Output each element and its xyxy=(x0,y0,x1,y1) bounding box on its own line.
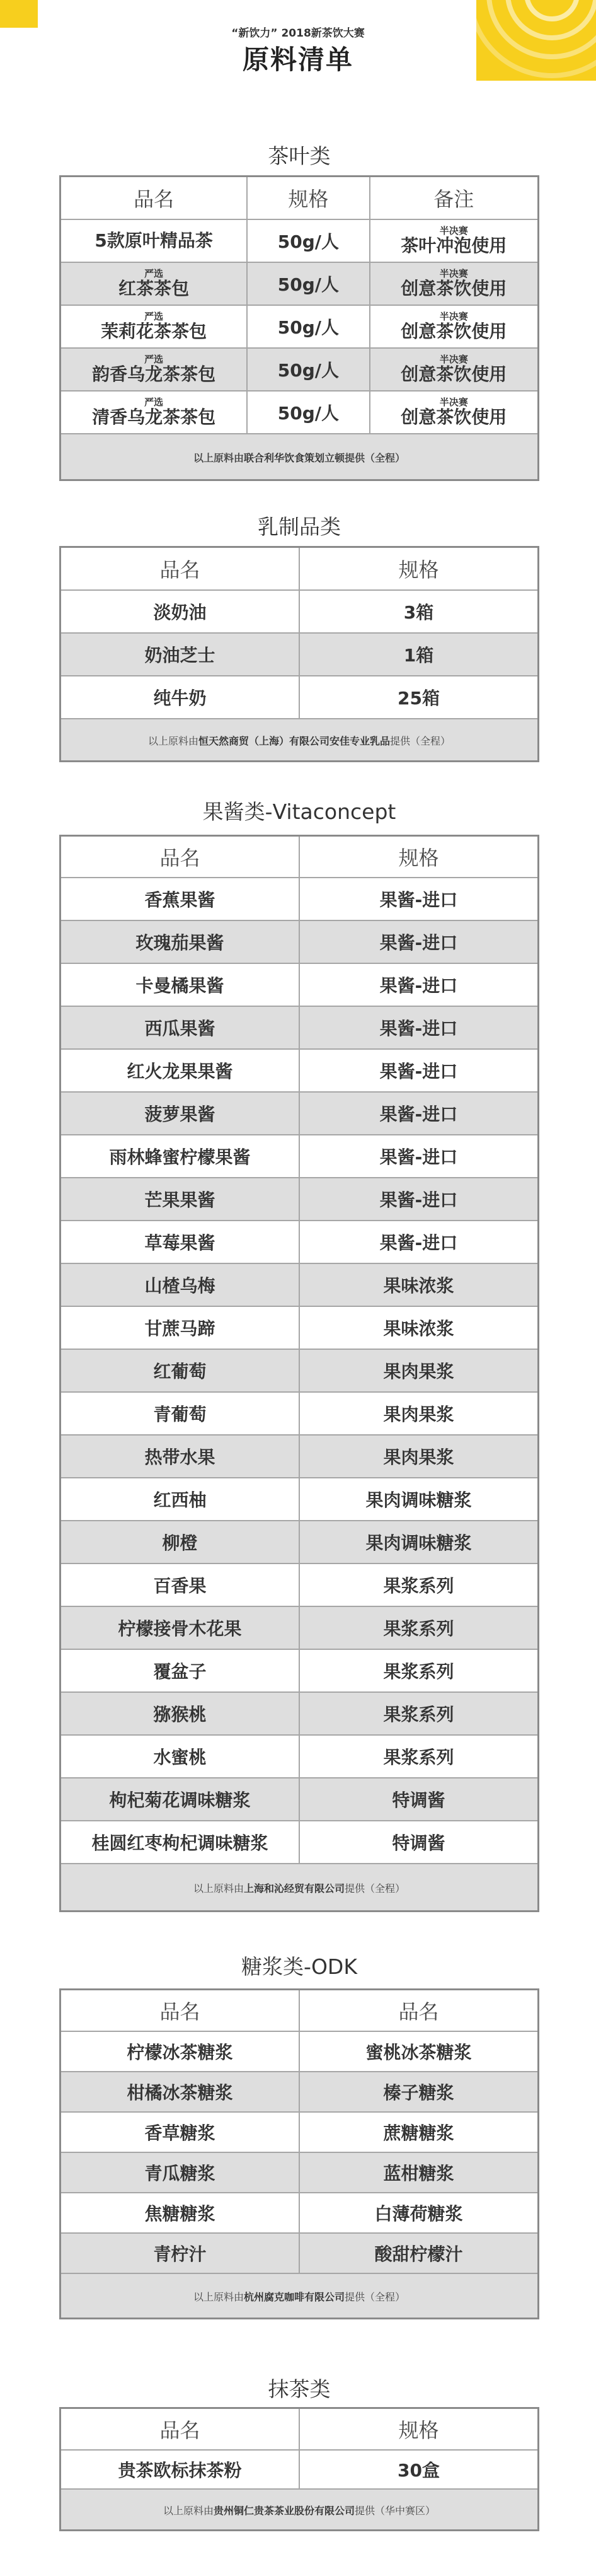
supplier-note: 以上原料由联合利华饮食策划立顿提供（全程） xyxy=(60,434,539,480)
column-header: 规格 xyxy=(247,177,369,219)
supplier-note: 以上原料由恒天然商贸（上海）有限公司安佳专业乳品提供（全程） xyxy=(60,719,539,762)
jam-table xyxy=(59,835,539,1912)
table-note-row xyxy=(60,2273,539,2319)
supplier-note: 以上原料由上海和沁经贸有限公司提供（全程） xyxy=(60,1864,539,1912)
table-row xyxy=(60,1821,539,1864)
item-name: 焦糖糖浆 xyxy=(60,2193,300,2233)
column-header: 品名 xyxy=(60,2408,299,2450)
item-spec: 果酱-进口 xyxy=(299,1178,539,1221)
table-row xyxy=(60,2450,539,2489)
item-spec: 50g/人 xyxy=(247,348,369,391)
item-name: 贵茶欧标抹茶粉 xyxy=(60,2450,299,2489)
supplier-note: 以上原料由贵州铜仁贵茶茶业股份有限公司提供（华中赛区） xyxy=(60,2489,539,2531)
table-row xyxy=(60,1178,539,1221)
table-row xyxy=(60,1392,539,1435)
item-name: 奶油芝士 xyxy=(60,633,299,676)
item-name: 严选 韵香乌龙茶茶包 xyxy=(60,348,248,391)
table-row xyxy=(60,878,539,920)
table-row xyxy=(60,2031,539,2072)
item-name: 菠萝果酱 xyxy=(60,1092,299,1135)
table-row xyxy=(60,590,539,633)
item-spec: 果味浓浆 xyxy=(299,1306,539,1349)
item-name: 雨林蜂蜜柠檬果酱 xyxy=(60,1135,299,1178)
item-spec: 果酱-进口 xyxy=(299,920,539,963)
item-name: 严选 红茶茶包 xyxy=(60,262,248,305)
item-spec: 果肉果浆 xyxy=(299,1392,539,1435)
item-spec: 酸甜柠檬汁 xyxy=(299,2233,539,2273)
column-header: 品名 xyxy=(60,1990,300,2031)
item-spec: 50g/人 xyxy=(247,305,369,348)
page-title: 原料清单 xyxy=(242,44,353,75)
page-header xyxy=(0,0,596,81)
item-spec: 50g/人 xyxy=(247,262,369,305)
item-spec: 果浆系列 xyxy=(299,1564,539,1606)
column-header: 规格 xyxy=(299,836,539,878)
item-spec: 果酱-进口 xyxy=(299,1135,539,1178)
item-spec: 果肉果浆 xyxy=(299,1435,539,1478)
table-header-row xyxy=(60,1990,539,2031)
table-row xyxy=(60,920,539,963)
table-row xyxy=(60,2072,539,2112)
item-name: 桂圆红枣枸杞调味糖浆 xyxy=(60,1821,299,1864)
item-spec: 果味浓浆 xyxy=(299,1263,539,1306)
item-name: 水蜜桃 xyxy=(60,1735,299,1778)
item-name: 玫瑰茄果酱 xyxy=(60,920,299,963)
supplier-note: 以上原料由杭州腐克咖啡有限公司提供（全程） xyxy=(60,2273,539,2319)
table-row xyxy=(60,391,539,434)
item-spec: 果肉调味糖浆 xyxy=(299,1521,539,1564)
item-note: 半决赛 创意茶饮使用 xyxy=(370,262,539,305)
item-name: 严选 茉莉花茶茶包 xyxy=(60,305,248,348)
table-row xyxy=(60,1049,539,1092)
table-row xyxy=(60,1306,539,1349)
table-row xyxy=(60,1478,539,1521)
item-name: 5款原叶精品茶 xyxy=(60,219,248,262)
column-header: 品名 xyxy=(60,177,248,219)
section-title-matcha: 抹茶类 xyxy=(268,2377,331,2401)
item-name: 覆盆子 xyxy=(60,1649,299,1692)
table-row xyxy=(60,1006,539,1049)
header-subtitle: “新饮力” 2018新茶饮大赛 xyxy=(231,27,365,40)
item-name: 芒果果酱 xyxy=(60,1178,299,1221)
section-title-syrup: 糖浆类-ODK xyxy=(241,1954,357,1979)
section-title-jam: 果酱类-Vitaconcept xyxy=(202,799,396,824)
item-spec: 蓝柑糖浆 xyxy=(299,2152,539,2193)
table-row xyxy=(60,1521,539,1564)
item-name: 西瓜果酱 xyxy=(60,1006,299,1049)
item-name: 柑橘冰茶糖浆 xyxy=(60,2072,300,2112)
table-row xyxy=(60,305,539,348)
table-row xyxy=(60,348,539,391)
item-spec: 果浆系列 xyxy=(299,1735,539,1778)
table-row xyxy=(60,2233,539,2273)
column-header: 品名 xyxy=(60,547,299,590)
item-note: 半决赛 创意茶饮使用 xyxy=(370,348,539,391)
item-name: 甘蔗马蹄 xyxy=(60,1306,299,1349)
item-spec: 果肉调味糖浆 xyxy=(299,1478,539,1521)
item-name: 纯牛奶 xyxy=(60,676,299,719)
table-row xyxy=(60,1135,539,1178)
item-spec: 3箱 xyxy=(299,590,539,633)
column-header: 品名 xyxy=(60,836,299,878)
table-note-row xyxy=(60,2489,539,2531)
item-name: 红西柚 xyxy=(60,1478,299,1521)
table-header-row xyxy=(60,177,539,219)
item-spec: 果酱-进口 xyxy=(299,1049,539,1092)
item-spec: 果肉果浆 xyxy=(299,1349,539,1392)
item-name: 猕猴桃 xyxy=(60,1692,299,1735)
item-spec: 特调酱 xyxy=(299,1821,539,1864)
item-spec: 榛子糖浆 xyxy=(299,2072,539,2112)
item-spec: 特调酱 xyxy=(299,1778,539,1821)
item-spec: 1箱 xyxy=(299,633,539,676)
item-name: 青柠汁 xyxy=(60,2233,300,2273)
item-spec: 果酱-进口 xyxy=(299,963,539,1006)
item-name: 山楂乌梅 xyxy=(60,1263,299,1306)
table-header-row xyxy=(60,836,539,878)
item-note: 半决赛 茶叶冲泡使用 xyxy=(370,219,539,262)
table-row xyxy=(60,963,539,1006)
item-name: 枸杞菊花调味糖浆 xyxy=(60,1778,299,1821)
table-row xyxy=(60,1564,539,1606)
table-header-row xyxy=(60,2408,539,2450)
item-name: 百香果 xyxy=(60,1564,299,1606)
table-row xyxy=(60,1778,539,1821)
item-spec: 蜜桃冰茶糖浆 xyxy=(299,2031,539,2072)
item-name: 青瓜糖浆 xyxy=(60,2152,300,2193)
table-note-row xyxy=(60,1864,539,1912)
item-spec: 果浆系列 xyxy=(299,1692,539,1735)
table-row xyxy=(60,1435,539,1478)
item-spec: 果浆系列 xyxy=(299,1649,539,1692)
table-row xyxy=(60,676,539,719)
table-row xyxy=(60,2112,539,2152)
table-row xyxy=(60,1349,539,1392)
matcha-table xyxy=(59,2407,539,2531)
section-title-tea: 茶叶类 xyxy=(268,144,331,168)
table-row xyxy=(60,1092,539,1135)
table-row xyxy=(60,262,539,305)
item-name: 柳橙 xyxy=(60,1521,299,1564)
item-note: 半决赛 创意茶饮使用 xyxy=(370,391,539,434)
section-title-dairy: 乳制品类 xyxy=(258,514,341,539)
item-note: 半决赛 创意茶饮使用 xyxy=(370,305,539,348)
item-spec: 50g/人 xyxy=(247,391,369,434)
item-spec: 25箱 xyxy=(299,676,539,719)
item-name: 青葡萄 xyxy=(60,1392,299,1435)
item-spec: 30盒 xyxy=(299,2450,539,2489)
item-name: 热带水果 xyxy=(60,1435,299,1478)
column-header: 规格 xyxy=(299,2408,539,2450)
column-header: 规格 xyxy=(299,547,539,590)
table-row xyxy=(60,1692,539,1735)
table-note-row xyxy=(60,719,539,762)
item-name: 严选 清香乌龙茶茶包 xyxy=(60,391,248,434)
item-spec: 果浆系列 xyxy=(299,1606,539,1649)
table-row xyxy=(60,633,539,676)
item-spec: 白薄荷糖浆 xyxy=(299,2193,539,2233)
item-name: 柠檬冰茶糖浆 xyxy=(60,2031,300,2072)
tea-table xyxy=(59,175,539,481)
item-name: 红火龙果果酱 xyxy=(60,1049,299,1092)
column-header: 备注 xyxy=(370,177,539,219)
table-row xyxy=(60,2152,539,2193)
table-row xyxy=(60,219,539,262)
item-spec: 50g/人 xyxy=(247,219,369,262)
item-spec: 果酱-进口 xyxy=(299,1221,539,1263)
item-spec: 果酱-进口 xyxy=(299,1006,539,1049)
table-note-row xyxy=(60,434,539,480)
table-header-row xyxy=(60,547,539,590)
table-row xyxy=(60,1263,539,1306)
item-name: 卡曼橘果酱 xyxy=(60,963,299,1006)
table-row xyxy=(60,1221,539,1263)
syrup-table xyxy=(59,1988,539,2319)
item-name: 红葡萄 xyxy=(60,1349,299,1392)
item-name: 淡奶油 xyxy=(60,590,299,633)
table-row xyxy=(60,1735,539,1778)
item-spec: 果酱-进口 xyxy=(299,1092,539,1135)
table-row xyxy=(60,1606,539,1649)
item-spec: 蔗糖糖浆 xyxy=(299,2112,539,2152)
dairy-table xyxy=(59,546,539,762)
item-name: 柠檬接骨木花果 xyxy=(60,1606,299,1649)
table-row xyxy=(60,1649,539,1692)
column-header: 品名 xyxy=(299,1990,539,2031)
item-name: 香蕉果酱 xyxy=(60,878,299,920)
item-name: 草莓果酱 xyxy=(60,1221,299,1263)
item-name: 香草糖浆 xyxy=(60,2112,300,2152)
item-spec: 果酱-进口 xyxy=(299,878,539,920)
table-row xyxy=(60,2193,539,2233)
